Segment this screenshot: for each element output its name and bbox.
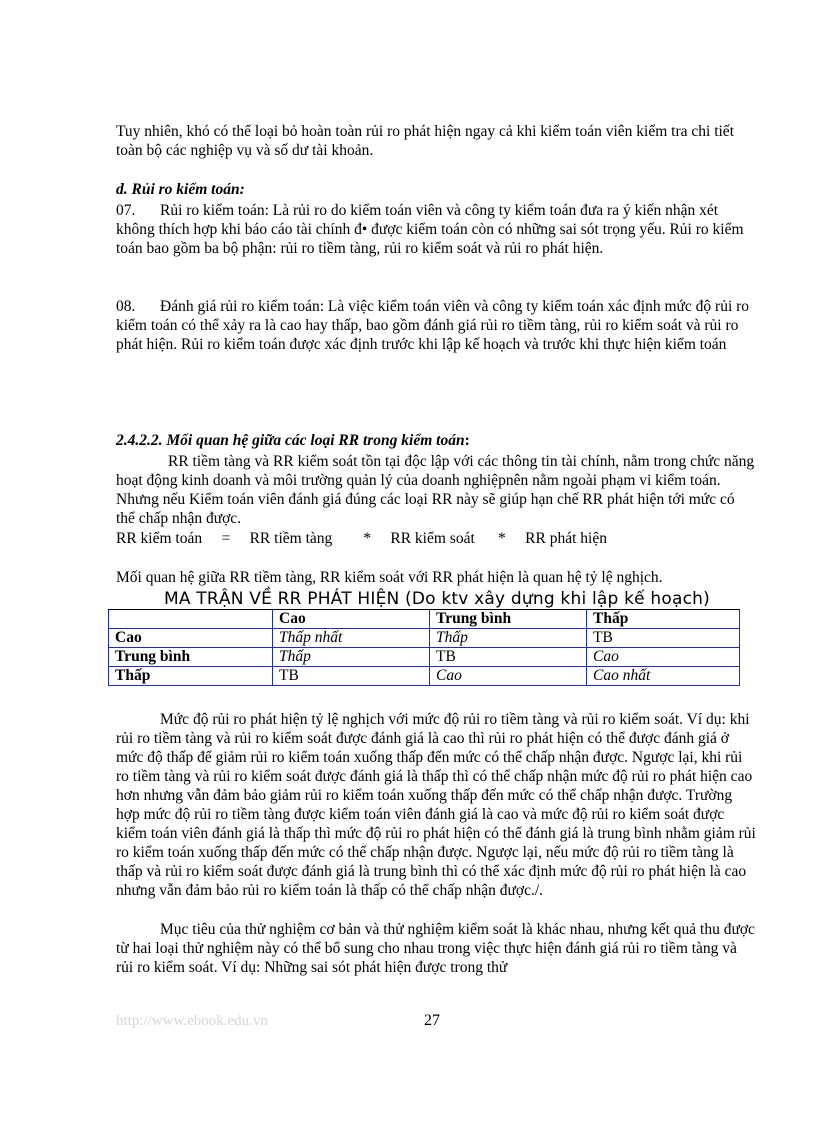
item-07-number: 07. bbox=[116, 202, 136, 219]
intro-paragraph: Tuy nhiên, khó có thể loại bỏ hoàn toàn rủi ro phát hiện ngay cả khi kiểm toán viên kiểm tra chi tiết toàn bộ các nghiệp vụ và số dư tài khoản. bbox=[116, 123, 734, 159]
page-number: 27 bbox=[424, 1012, 440, 1029]
section-2422-paragraph: RR tiềm tàng và RR kiểm soát tồn tại độc lập với các thông tin tài chính, nằm trong chức năng hoạt động kinh doanh và môi trường quản lý của doanh nghiệpnên nằm ngoài phạm vi kiểm toán. Nhưng nếu Kiểm toán viên đánh giá đúng các loại RR này sẽ giúp hạn chế RR phát hiện tới mức có thể chấp nhận được. bbox=[116, 453, 755, 527]
matrix-header-cell bbox=[109, 610, 273, 629]
section-2422-heading-colon: : bbox=[464, 432, 470, 449]
section-2422-heading-text: 2.4.2.2. Mối quan hệ giữa các loại RR trong kiểm toán bbox=[116, 432, 465, 449]
detection-risk-matrix bbox=[108, 609, 740, 686]
matrix-row bbox=[109, 667, 740, 686]
matrix-cell: Cao nhất bbox=[587, 667, 740, 686]
item-08-text: Đánh giá rủi ro kiểm toán: Là việc kiểm toán viên và công ty kiểm toán xác định mức độ rủi ro kiểm toán có thể xảy ra là cao hay thấp, bao gồm đánh giá rủi ro tiềm tàng, rủi ro kiểm soát và rủi ro phát hiện. Rủi ro kiểm toán được xác định trước khi lập kế hoạch và trước khi thực hiện kiểm toán bbox=[116, 298, 750, 353]
risk-formula: RR kiểm toán = RR tiềm tàng * RR kiểm soát * RR phát hiện bbox=[116, 530, 607, 547]
section-d-heading: d. Rủi ro kiểm toán: bbox=[116, 181, 245, 198]
matrix-header-cell: Trung bình bbox=[430, 610, 587, 629]
detection-level-paragraph: Mức độ rủi ro phát hiện tỷ lệ nghịch với mức độ rủi ro tiềm tàng và rủi ro kiểm soát. Ví dụ: khi rủi ro tiềm tàng và rủi ro kiểm soát được đánh giá là cao thì rủi ro phát hiện có thể được đánh giá ở mức độ thấp để giảm rủi ro kiểm toán xuống thấp đến mức có thể chấp nhận được. Ngược lại, khi rủi ro tiềm tàng và rủi ro kiểm soát được đánh giá là thấp thì có thể chấp nhận mức độ rủi ro phát hiện cao hơn nhưng vẫn đảm bảo giảm rủi ro kiểm toán xuống thấp đến mức có thể chấp nhận được. Trường hợp mức độ rủi ro tiềm tàng được kiểm toán viên đánh giá là cao và mức độ rủi ro kiểm soát được kiểm toán viên đánh giá là thấp thì mức độ rủi ro phát hiện có thể đánh giá là trung bình nhằm giảm rủi ro kiểm toán xuống thấp đến mức có thể chấp nhận được. Ngược lại, nếu mức độ rủi ro tiềm tàng là thấp và rủi ro kiểm soát được đánh giá là trung bình thì có thể xác định mức độ rủi ro phát hiện là cao nhưng vẫn đảm bảo rủi ro kiểm toán là thấp có thể chấp nhận được./. bbox=[116, 711, 756, 899]
matrix-cell: Cao bbox=[430, 667, 587, 686]
matrix-cell: TB bbox=[273, 667, 430, 686]
item-08-number: 08. bbox=[116, 298, 136, 315]
matrix-row-label: Trung bình bbox=[109, 648, 273, 667]
matrix-header-cell: Cao bbox=[273, 610, 430, 629]
matrix-header-row bbox=[109, 610, 740, 629]
matrix-row bbox=[109, 629, 740, 648]
section-2422-heading bbox=[116, 432, 470, 450]
relation-paragraph: Mối quan hệ giữa RR tiềm tàng, RR kiểm soát với RR phát hiện là quan hệ tỷ lệ nghịch. bbox=[116, 569, 663, 586]
matrix-header-cell: Thấp bbox=[587, 610, 740, 629]
matrix-cell: TB bbox=[587, 629, 740, 648]
matrix-row-label: Thấp bbox=[109, 667, 273, 686]
matrix-title: MA TRẬN VỀ RR PHÁT HIỆN (Do ktv xây dựng khi lập kế hoạch) bbox=[164, 589, 710, 609]
matrix-cell: TB bbox=[430, 648, 587, 667]
item-07-text: Rủi ro kiểm toán: Là rủi ro do kiểm toán viên và công ty kiểm toán đưa ra ý kiến nhận xét không thích hợp khi báo cáo tài chính đ• được kiểm toán còn có những sai sót trọng yếu. Rủi ro kiểm toán bao gồm ba bộ phận: rủi ro tiềm tàng, rủi ro kiểm soát và rủi ro phát hiện. bbox=[116, 202, 744, 257]
item-07-paragraph bbox=[116, 201, 756, 258]
matrix-cell: Thấp bbox=[273, 648, 430, 667]
matrix-row bbox=[109, 648, 740, 667]
footer-url: http://www.ebook.edu.vn bbox=[116, 1013, 268, 1029]
test-goal-paragraph: Mục tiêu của thử nghiệm cơ bản và thử nghiệm kiểm soát là khác nhau, nhưng kết quả thu được từ hai loại thử nghiệm này có thể bổ sung cho nhau trong việc thực hiện đánh giá rủi ro tiềm tàng và rủi ro kiểm soát. Ví dụ: Những sai sót phát hiện được trong thử bbox=[116, 921, 755, 976]
matrix-row-label: Cao bbox=[109, 629, 273, 648]
item-08-paragraph bbox=[116, 297, 756, 354]
matrix-cell: Thấp bbox=[430, 629, 587, 648]
matrix-cell: Cao bbox=[587, 648, 740, 667]
matrix-cell: Thấp nhất bbox=[273, 629, 430, 648]
